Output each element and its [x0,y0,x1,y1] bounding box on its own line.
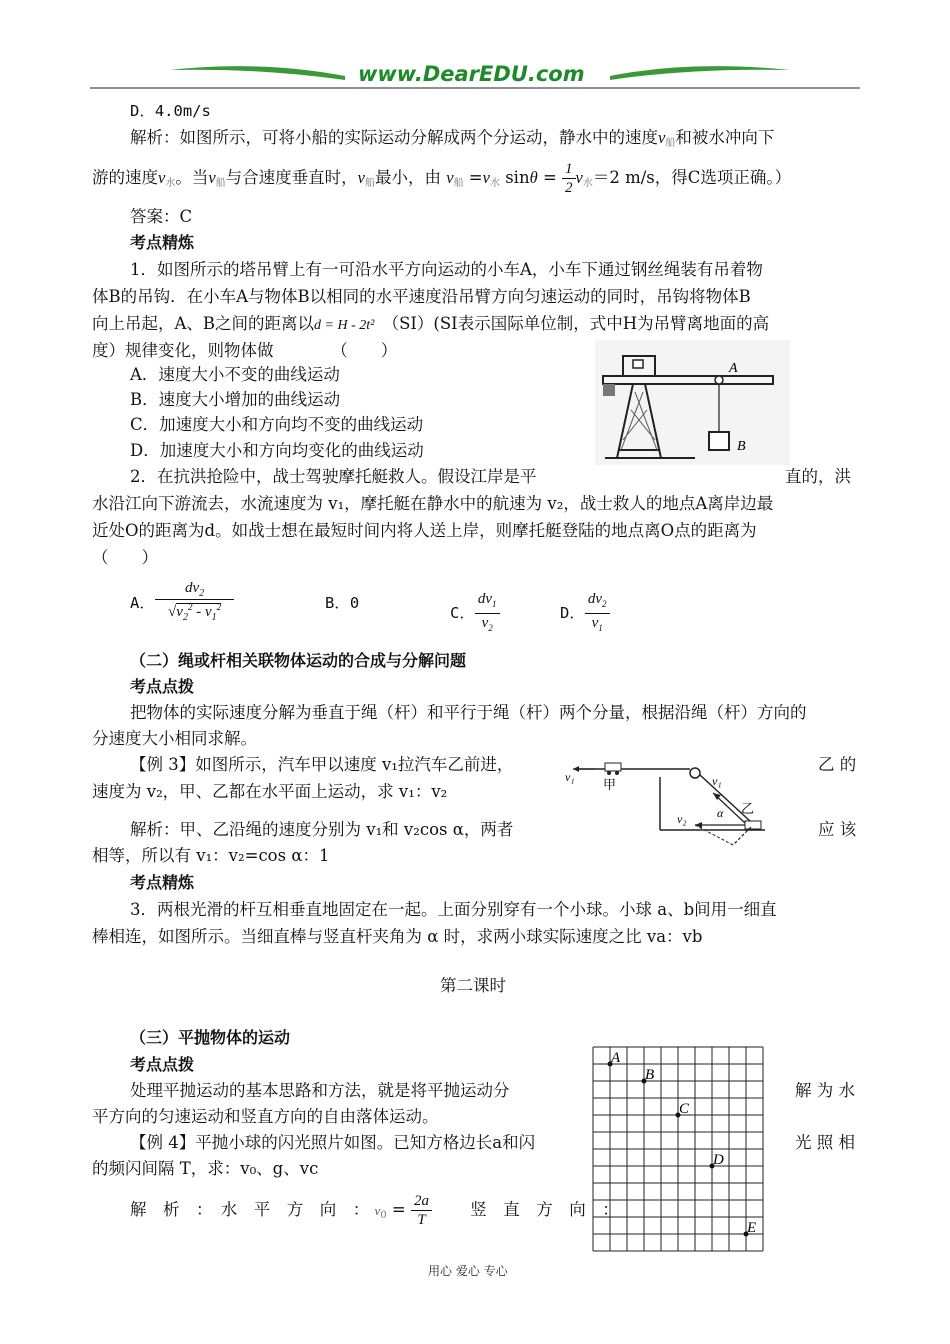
example-3-line-3a: 解析：甲、乙沿绳的速度分别为 v₁和 v₂cos α，两者 [130,820,514,839]
grid-point-label-a: A [611,1050,621,1066]
section-3-para-1b: 解 为 水 [795,1081,855,1100]
section-3-title: （三）平抛物体的运动 [130,1028,291,1047]
cars-rope-figure [565,755,775,855]
example-3-line-1b: 乙 的 [818,755,857,774]
footer-slogan: 用心 爱心 专心 [428,1264,508,1278]
crane-figure [595,340,790,465]
example-4-line-2: 的频闪间隔 T，求：v₀、g、vc [92,1159,319,1178]
analysis-1-line-2: 游的速度$v_水$。当$v_船$与合速度垂直时，$v_船$最小，由 $v_船 =v_水$ sinθ = $\frac{1}{2}$ $v_水=2$ m/s，得C选项正确。） [92,161,792,196]
q2-line-4: （ ） [92,548,158,567]
projectile-grid-figure [592,1046,764,1252]
q1-option-b: B．速度大小增加的曲线运动 [130,390,341,409]
crane-label-b: B [737,439,746,454]
section-3-para-2: 平方向的匀速运动和竖直方向的自由落体运动。 [92,1107,439,1126]
q2-line-3: 近处O的距离为d。如战士想在最短时间内将人送上岸，则摩托艇登陆的地点离O点的距离为 [92,521,757,540]
crane-label-a: A [729,361,738,376]
q1-option-d: D．加速度大小和方向均变化的曲线运动 [130,441,424,460]
grid-point-label-d: D [713,1152,724,1168]
heading-kaodian-jinglian-2: 考点精炼 [130,873,195,892]
header-logo-banner [90,58,860,90]
example-4-line-3: 解 析 ： 水 平 方 向 ： $v_0$ = $\frac{2a}{T}$ 竖 直 方 向 ： [130,1193,619,1228]
q2-option-c: C． $\frac{dv_1}{v_2}$ [450,590,500,637]
cars-label-alpha: α [717,806,724,820]
example-3-line-3b: 应 该 [818,820,857,839]
heading-kaodian-jinglian-1: 考点精炼 [130,233,195,252]
fraction-2a-over-t: $\frac{2a}{T}$ [411,1192,432,1229]
cars-label-v1: v₁ [565,770,575,784]
lesson-2-title: 第二课时 [440,976,506,995]
example-3-line-2: 速度为 v₂，甲、乙都在水平面上运动，求 v₁：v₂ [92,782,448,801]
q1-line-2: 体B的吊钩．在小车A与物体B以相同的水平速度沿吊臂方向匀速运动的同时，吊钩将物体B [92,287,751,306]
q1-option-a: A．速度大小不变的曲线运动 [130,365,340,384]
analysis-1-line-1: 解析：如图所示，可将小船的实际运动分解成两个分运动，静水中的速度$v_船$和被水冲向下 [130,128,775,149]
cars-label-v2: v₂ [677,812,687,826]
example-4-line-1b: 光 照 相 [795,1133,855,1152]
grid-point-label-e: E [747,1220,757,1236]
section-2-para-1: 把物体的实际速度分解为垂直于绳（杆）和平行于绳（杆）两个分量，根据沿绳（杆）方向的 [130,703,807,722]
cars-label-jia: 甲 [603,778,617,793]
example-3-line-1a: 【例 3】如图所示，汽车甲以速度 v₁拉汽车乙前进， [130,755,514,774]
q3-line-1: 3．两根光滑的杆互相垂直地固定在一起。上面分别穿有一个小球。小球 a、b间用一细直 [130,900,777,919]
q1-line-4: 度）规律变化，则物体做 （ ） [92,341,398,360]
q2-line-1b: 直的，洪 [785,467,851,486]
q2-option-d: D． $\frac{dv_2}{v_1}$ [560,590,610,637]
grid-point-label-c: C [679,1101,690,1117]
section-2-para-2: 分速度大小相同求解。 [92,729,257,748]
answer-line: 答案：C [130,207,193,226]
fraction-half: $\frac{1}{2}$ [562,160,576,197]
q2-line-2: 水沿江向下游流去，水流速度为 v₁，摩托艇在静水中的航速为 v₂，战士救人的地点A离岸边最 [92,494,774,513]
grid-point-label-b: B [645,1067,655,1083]
option-d: D．4.0m/s [130,102,211,120]
heading-kaodian-dianbo-2: 考点点拨 [130,1055,195,1074]
example-3-line-4: 相等，所以有 v₁：v₂=cos α：1 [92,846,330,865]
q1-option-c: C．加速度大小和方向均不变的曲线运动 [130,415,424,434]
q1-line-1: 1．如图所示的塔吊臂上有一可沿水平方向运动的小车A，小车下通过钢丝绳装有吊着物 [130,260,763,279]
section-2-title: （二）绳或杆相关联物体运动的合成与分解问题 [130,651,467,670]
q2-option-b: B．0 [325,594,360,612]
site-logo-text[interactable]: www.DearEDU.com [358,62,585,86]
cars-label-v1-rope: v₁ [712,774,722,788]
example-4-line-1a: 【例 4】平抛小球的闪光照片如图。已知方格边长a和闪 [130,1133,536,1152]
cars-label-yi: 乙 [741,802,755,817]
q1-line-3: 向上吊起，A、B之间的距离以d = H - 2t² （SI）(SI表示国际单位制，式中H为吊臂离地面的高 [92,314,770,333]
section-3-para-1a: 处理平抛运动的基本思路和方法，就是将平抛运动分 [130,1081,510,1100]
q2-option-a: A． [130,594,155,612]
q3-line-2: 棒相连，如图所示。当细直棒与竖直杆夹角为 α 时，求两小球实际速度之比 va：vb [92,927,703,946]
heading-kaodian-dianbo-1: 考点点拨 [130,677,195,696]
q2-option-a-formula: $dv_2$ $√v_2^2 - v_1^2$ [155,580,234,623]
q2-line-1a: 2．在抗洪抢险中，战士驾驶摩托艇救人。假设江岸是平 [130,467,537,486]
